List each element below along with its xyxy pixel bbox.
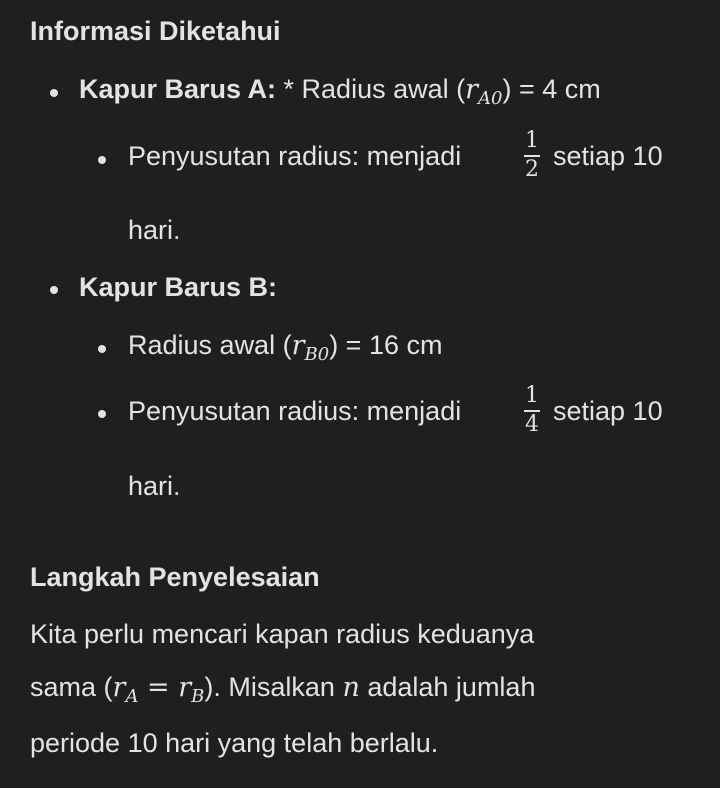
frac-denominator: 4 — [525, 412, 539, 437]
frac-numerator: 1 — [525, 128, 539, 153]
math-equation-ra-rb: $r_A = r_B$ — [112, 672, 205, 707]
math-var-n: n — [342, 672, 360, 703]
sub-item-text-post: setiap 10 — [553, 141, 663, 171]
list-item-kapur-b: Kapur Barus B: — [79, 272, 278, 302]
bullet-icon — [50, 89, 58, 97]
item-label: Kapur Barus A: — [79, 74, 277, 104]
sub-item-text-post: setiap 10 — [553, 396, 663, 426]
paragraph-line: Kita perlu mencari kapan radius keduanya — [30, 619, 535, 649]
item-text: * Radius awal ( — [276, 74, 466, 104]
bullet-icon — [98, 410, 106, 418]
bullet-icon — [98, 345, 106, 353]
paragraph-line: periode 10 hari yang telah berlalu. — [30, 728, 439, 758]
frac-numerator: 1 — [525, 383, 539, 408]
fraction-one-half — [524, 129, 540, 182]
bullet-icon — [50, 286, 58, 294]
section-heading-langkah: Langkah Penyelesaian — [30, 562, 320, 592]
item-text-post: ) = 4 cm — [502, 74, 601, 104]
math-var-rb0: $r_{B0}$ — [291, 330, 330, 365]
sub-item-text-wrap: hari. — [128, 471, 181, 501]
list-item-kapur-a — [79, 74, 601, 109]
sub-item-radius-b: Radius awal $(r_{B0}) = 16$ cm — [128, 330, 443, 365]
sub-item-text: Penyusutan radius: menjadi — [128, 141, 462, 171]
frac-denominator: 2 — [525, 157, 539, 182]
section-heading-informasi: Informasi Diketahui — [30, 16, 281, 46]
sub-item-text: Penyusutan radius: menjadi — [128, 396, 462, 426]
math-var-ra0: $r_{A0}$ — [465, 74, 503, 109]
paragraph-line: sama $(r_A = r_B)$. Misalkan n adalah jumlah — [30, 672, 536, 707]
fraction-one-quarter — [524, 384, 540, 437]
bullet-icon — [98, 156, 106, 164]
sub-item-text-wrap: hari. — [128, 215, 181, 245]
